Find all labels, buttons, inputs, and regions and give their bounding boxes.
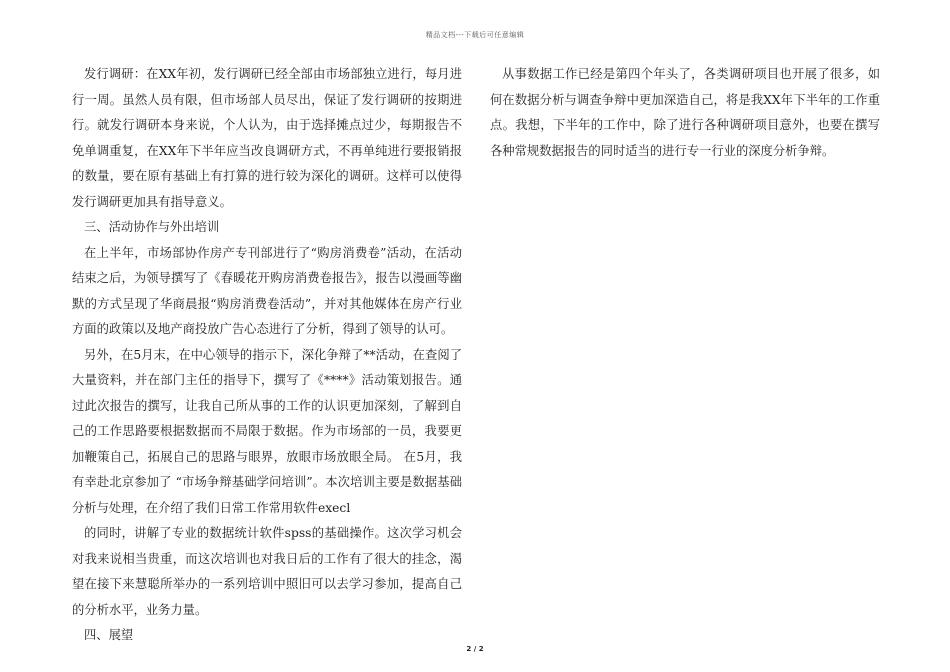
paragraph-outlook: 从事数据工作已经是第四个年头了，各类调研项目也开展了很多，如何在数据分析与调查争辩中更加深造自己，将是我XX年下半年的工作重点。我想，下半年的工作中，除了进行各种调研项目意外，也要在撰写各种常规数据报告的同时适当的进行专一行业的深度分析争辩。	[490, 67, 880, 158]
right-column	[490, 62, 880, 164]
paragraph-may-training: 另外，在5月末，在中心领导的指示下，深化争辩了**活动，在查阅了大量资料，并在部门主任的指导下，撰写了《****》活动策划报告。通过此次报告的撰写，让我自己所从事的工作的认识更加深刻，了解到自己的工作思路要根据数据而不局限于数据。作为市场部的一员，我要更加鞭策自己，拓展自己的思路与眼界，放眼市场放眼全局。 在5月，我有幸赴北京参加了 “市场争辩基础学问培训”。本次培训主要是数据基础分析与处理，在介绍了我们日常工作常用软件execl	[72, 347, 462, 515]
section-heading-activities-training: 三、活动协作与外出培训	[84, 220, 220, 234]
page-number: 2 / 2	[466, 645, 484, 653]
page-header: 精品文档---下载后可任意编辑	[425, 31, 525, 39]
left-column	[72, 62, 462, 649]
section-heading-outlook: 四、展望	[84, 628, 134, 642]
paragraph-spss: 的同时，讲解了专业的数据统计软件spss的基础操作。这次学习机会对我来说相当贵重，而这次培训也对我日后的工作有了很大的挂念，渴望在接下来慧聪所举办的一系列培训中照旧可以去学习参加，提高自己的分析水平，业务力量。	[72, 526, 462, 617]
paragraph-housing-voucher: 在上半年，市场部协作房产专刊部进行了“购房消费卷”活动，在活动结束之后，为领导撰写了《春暖花开购房消费卷报告》，报告以漫画等幽默的方式呈现了华商晨报“购房消费卷活动”，并对其他媒体在房产行业方面的政策以及地产商投放广告心态进行了分析，得到了领导的认可。	[72, 245, 462, 336]
paragraph-distribution-survey: 发行调研：在XX年初，发行调研已经全部由市场部独立进行，每月进行一周。虽然人员有限，但市场部人员尽出，保证了发行调研的按期进行。就发行调研本身来说，个人认为，由于选择摊点过少，每期报告不免单调重复，在XX年下半年应当改良调研方式，不再单纯进行要报销报的数量，要在原有基础上有打算的进行较为深化的调研。这样可以使得发行调研更加具有指导意义。	[72, 67, 462, 209]
